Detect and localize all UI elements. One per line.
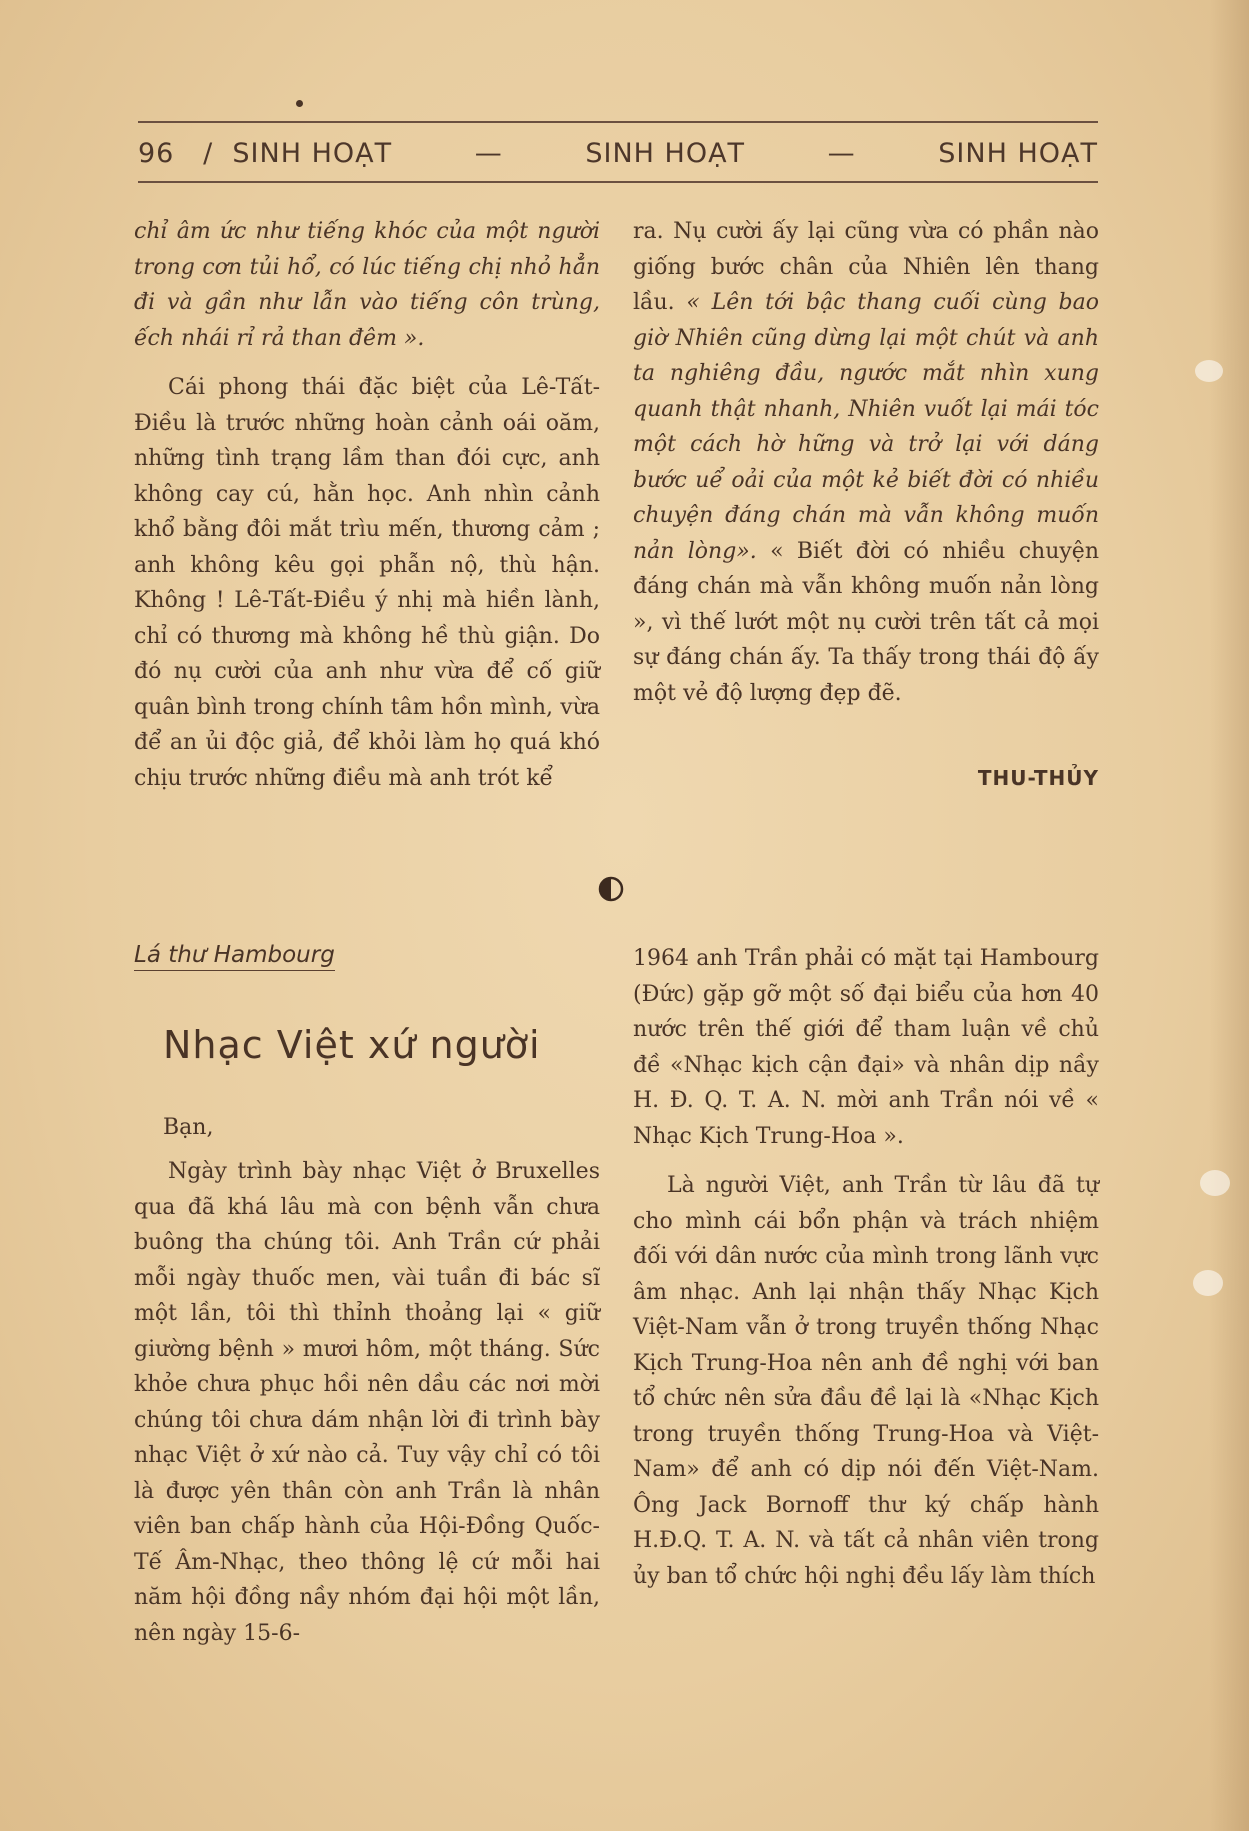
- body-text: ra. Nụ cười ấy lại cũng vừa có phần nào giống bước chân của Nhiên lên thang lầu.: [633, 219, 1099, 315]
- article2-column-left: [134, 1154, 600, 1651]
- paper-stain: [1200, 1170, 1230, 1196]
- body-paragraph: [633, 214, 1099, 711]
- paper-stain: [1193, 1270, 1223, 1296]
- header-dash: —: [474, 137, 503, 169]
- author-signature: THU-THỦY: [977, 766, 1099, 790]
- body-paragraph: Ngày trình bày nhạc Việt ở Bruxelles qua đã khá lâu mà con bệnh vẫn chưa buông tha chúng tôi. Anh Trần cứ phải mỗi ngày thuốc men, vài tuần đi bác sĩ một lần, tôi thì thỉnh thoảng lại « giữ giường bệnh » mươi hôm, một tháng. Sức khỏe chưa phục hồi nên dầu các nơi mời chúng tôi chưa dám nhận lời đi trình bày nhạc Việt ở xứ nào cả. Tuy vậy chỉ có tôi là được yên thân còn anh Trần là nhân viên ban chấp hành của Hội-Đồng Quốc-Tế Âm-Nhạc, theo thông lệ cứ mỗi hai năm hội đồng nầy nhóm đại hội một lần, nên ngày 15-6-: [134, 1159, 600, 1646]
- article1-column-right: [633, 214, 1099, 711]
- body-text: « Biết đời có nhiều chuyện đáng chán mà vẫn không muốn nản lòng », vì thế lướt một nụ cười trên tất cả mọi sự đáng chán ấy. Ta thấy trong thái độ ấy một vẻ độ lượng đẹp đẽ.: [633, 538, 1099, 706]
- running-title: SINH HOẠT: [585, 137, 746, 169]
- page-number-group: [138, 138, 392, 169]
- quote-text: « Lên tới bậc thang cuối cùng bao giờ Nhiên cũng dừng lại một chút và anh ta nghiêng đầu, ngước mắt nhìn xung quanh thật nhanh, Nhiên vuốt lại mái tóc một cách hờ hững và trở lại với dáng bước uể oải của một kẻ biết đời có nhiều chuyện đáng chán mà vẫn không muốn nản lòng».: [633, 290, 1099, 564]
- header-rule-bottom: [138, 181, 1098, 183]
- running-header: [138, 128, 1098, 178]
- running-title: SINH HOẠT: [232, 137, 393, 169]
- running-title: SINH HOẠT: [938, 137, 1098, 169]
- paper-stain: [1195, 360, 1223, 382]
- letter-greeting: Bạn,: [163, 1115, 214, 1140]
- half-filled-circle-ornament-icon: [597, 875, 625, 903]
- body-paragraph: Cái phong thái đặc biệt của Lê-Tất-Điều là trước những hoàn cảnh oái oăm, những tình trạng lầm than đói cực, anh không cay cú, hằn học. Anh nhìn cảnh khổ bằng đôi mắt trìu mến, thương cảm ; anh không kêu gọi phẫn nộ, thù hận. Không ! Lê-Tất-Điều ý nhị mà hiền lành, chỉ có thương mà không hề thù giận. Do đó nụ cười của anh như vừa để cố giữ quân bình trong chính tâm hồn mình, vừa để an ủi độc giả, để khỏi làm họ quá khó chịu trước những điều mà anh trót kể: [134, 375, 600, 791]
- quote-text: chỉ âm ức như tiếng khóc của một người trong cơn tủi hổ, có lúc tiếng chị nhỏ hẳn đi và gần như lẫn vào tiếng côn trùng, ếch nhái rỉ rả than đêm ».: [134, 219, 600, 351]
- article1-column-left: [134, 214, 600, 796]
- page-separator: /: [203, 137, 214, 169]
- header-dash: —: [827, 137, 856, 169]
- article2-column-right: [633, 941, 1099, 1594]
- page-edge-shadow: [1209, 0, 1249, 1831]
- body-paragraph: 1964 anh Trần phải có mặt tại Hambourg (Đức) gặp gỡ một số đại biểu của hơn 40 nước trên thế giới để tham luận về chủ đề «Nhạc kịch cận đại» và nhân dịp nầy H. Đ. Q. T. A. N. mời anh Trần nói về « Nhạc Kịch Trung-Hoa ».: [633, 946, 1099, 1149]
- article-title: Nhạc Việt xứ người: [163, 1023, 541, 1067]
- page-number: 96: [138, 137, 175, 169]
- header-rule-top: [138, 121, 1098, 123]
- section-label: Lá thư Hambourg: [134, 942, 335, 971]
- body-paragraph: Là người Việt, anh Trần từ lâu đã tự cho mình cái bổn phận và trách nhiệm đối với dân nước của mình trong lãnh vực âm nhạc. Anh lại nhận thấy Nhạc Kịch Việt-Nam vẫn ở trong truyền thống Nhạc Kịch Trung-Hoa nên anh đề nghị với ban tổ chức nên sửa đầu đề lại là «Nhạc Kịch trong truyền thống Trung-Hoa và Việt-Nam» để anh có dịp nói đến Việt-Nam. Ông Jack Bornoff thư ký chấp hành H.Đ.Q. T. A. N. và tất cả nhân viên trong ủy ban tổ chức hội nghị đều lấy làm thích: [633, 1173, 1099, 1589]
- header-dot: [296, 100, 303, 107]
